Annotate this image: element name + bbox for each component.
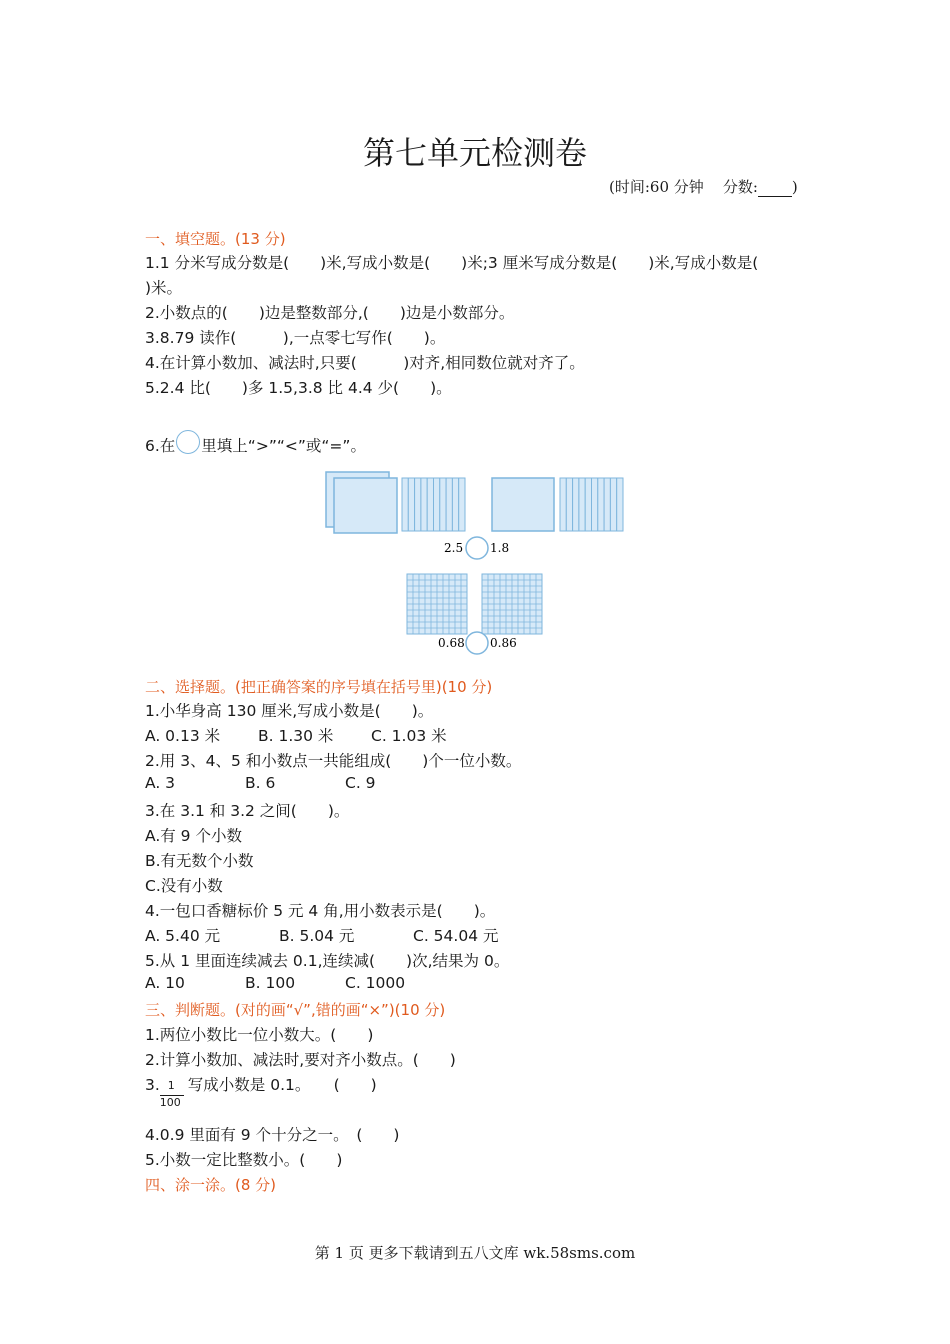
section-3-heading: 三、判断题。(对的画“√”,错的画“×”)(10 分) — [145, 1001, 446, 1019]
tenth-strip — [434, 478, 440, 531]
page-footer: 第 1 页 更多下载请到五八文库 wk.58sms.com — [314, 1244, 636, 1262]
tenth-strip — [440, 478, 446, 531]
tenth-strip — [459, 478, 465, 531]
s2-q2-opt-a: A. 3 — [145, 774, 176, 792]
tenth-strip — [610, 478, 616, 531]
s3-q3-pre: 3. — [145, 1076, 160, 1094]
square-whole-3 — [492, 478, 554, 531]
tenth-strip — [560, 478, 566, 531]
s2-q2-opt-b: B. 6 — [245, 774, 276, 792]
s2-q4-opt-a: A. 5.40 元 — [145, 927, 221, 945]
s2-q2-options — [145, 774, 376, 792]
s2-q1: 1.小华身高 130 厘米,写成小数是( )。 — [145, 702, 434, 720]
s2-q5-opt-b: B. 100 — [245, 974, 296, 992]
tenth-strip — [452, 478, 458, 531]
s2-q5-options — [145, 974, 405, 992]
tenth-strip — [421, 478, 427, 531]
tenth-strip — [604, 478, 610, 531]
s2-q3: 3.在 3.1 和 3.2 之间( )。 — [145, 802, 350, 820]
page-title: 第七单元检测卷 — [362, 134, 587, 172]
s1-q6 — [145, 430, 366, 456]
tenth-strip — [585, 478, 591, 531]
s3-q1: 1.两位小数比一位小数大。( ) — [145, 1026, 374, 1044]
s3-q2: 2.计算小数加、减法时,要对齐小数点。( ) — [145, 1051, 456, 1069]
label-1-8: 1.8 — [490, 541, 510, 555]
label-2-5: 2.5 — [444, 541, 464, 555]
s2-q3-opt-b: B.有无数个小数 — [145, 852, 254, 870]
fraction-one-hundredth — [159, 1073, 188, 1109]
s1-q6-pre: 6.在 — [145, 437, 176, 455]
s2-q3-opt-c: C.没有小数 — [145, 877, 223, 895]
s3-q3-post: 写成小数是 0.1。 ( ) — [187, 1076, 377, 1094]
tenth-strip — [402, 478, 408, 531]
s2-q1-options — [145, 724, 447, 746]
s1-q3: 3.8.79 读作( ),一点零七写作( )。 — [145, 329, 446, 347]
s2-q2-opt-c: C. 9 — [345, 774, 376, 792]
time-label: (时间:60 分钟 — [609, 178, 704, 196]
compare-circle-2-icon — [466, 632, 488, 654]
exam-meta — [609, 176, 798, 197]
s2-q1-opt-a: A. 0.13 米 — [145, 727, 221, 745]
s3-q4: 4.0.9 里面有 9 个十分之一。 ( ) — [145, 1126, 400, 1144]
score-blank — [758, 182, 792, 197]
fraction-denominator: 100 — [159, 1096, 181, 1109]
compare-circle-1-icon — [466, 537, 488, 559]
s2-q5-opt-c: C. 1000 — [345, 974, 406, 992]
s2-q5-opt-a: A. 10 — [145, 974, 185, 992]
hundred-grid-68 — [407, 574, 467, 634]
tenth-strip — [415, 478, 421, 531]
tenth-strip — [446, 478, 452, 531]
decimal-figure — [320, 466, 640, 661]
section-2-heading: 二、选择题。(把正确答案的序号填在括号里)(10 分) — [145, 678, 493, 696]
section-4-heading: 四、涂一涂。(8 分) — [145, 1176, 277, 1194]
label-0-68: 0.68 — [438, 636, 465, 650]
s1-q1-line1: 1.1 分米写成分数是( )米,写成小数是( )米;3 厘米写成分数是( )米,写成小数是( — [145, 254, 759, 272]
hundred-grid-86 — [482, 574, 542, 634]
s2-q5: 5.从 1 里面连续减去 0.1,连续减( )次,结果为 0。 — [145, 952, 510, 970]
fraction-numerator: 1 — [167, 1079, 175, 1092]
s1-q2: 2.小数点的( )边是整数部分,( )边是小数部分。 — [145, 304, 515, 322]
compare-circle-icon — [176, 430, 200, 454]
s1-q5: 5.2.4 比( )多 1.5,3.8 比 4.4 少( )。 — [145, 379, 452, 397]
s1-q4: 4.在计算小数加、减法时,只要( )对齐,相同数位就对齐了。 — [145, 354, 585, 372]
s2-q4-options — [145, 924, 498, 946]
tenth-strip — [579, 478, 585, 531]
figure-2-5 — [326, 472, 465, 533]
tenth-strip — [592, 478, 598, 531]
square-whole-2 — [334, 478, 397, 533]
tenth-strips-8 — [560, 478, 623, 531]
score-label: 分数: — [722, 178, 758, 196]
s2-q1-opt-b: B. 1.30 米 — [258, 727, 334, 745]
tenth-strips-5 — [402, 478, 465, 531]
s2-q4: 4.一包口香糖标价 5 元 4 角,用小数表示是( )。 — [145, 902, 496, 920]
s3-q5: 5.小数一定比整数小。( ) — [145, 1151, 343, 1169]
s2-q4-opt-c: C. 54.04 元 — [413, 927, 499, 945]
s2-q2: 2.用 3、4、5 和小数点一共能组成( )个一位小数。 — [145, 752, 522, 770]
s2-q4-opt-b: B. 5.04 元 — [279, 927, 355, 945]
tenth-strip — [566, 478, 572, 531]
label-0-86: 0.86 — [490, 636, 517, 650]
s1-q1-line2: )米。 — [145, 279, 183, 297]
meta-close: ) — [791, 178, 798, 196]
s3-q3 — [145, 1073, 377, 1109]
figure-1-8 — [492, 478, 623, 531]
tenth-strip — [427, 478, 433, 531]
tenth-strip — [573, 478, 579, 531]
tenth-strip — [598, 478, 604, 531]
s2-q3-opt-a: A.有 9 个小数 — [145, 827, 242, 845]
s2-q1-opt-c: C. 1.03 米 — [371, 727, 447, 745]
section-1-heading: 一、填空题。(13 分) — [145, 230, 286, 248]
tenth-strip — [617, 478, 623, 531]
tenth-strip — [408, 478, 414, 531]
s1-q6-post: 里填上“>”“<”或“=”。 — [201, 437, 366, 455]
